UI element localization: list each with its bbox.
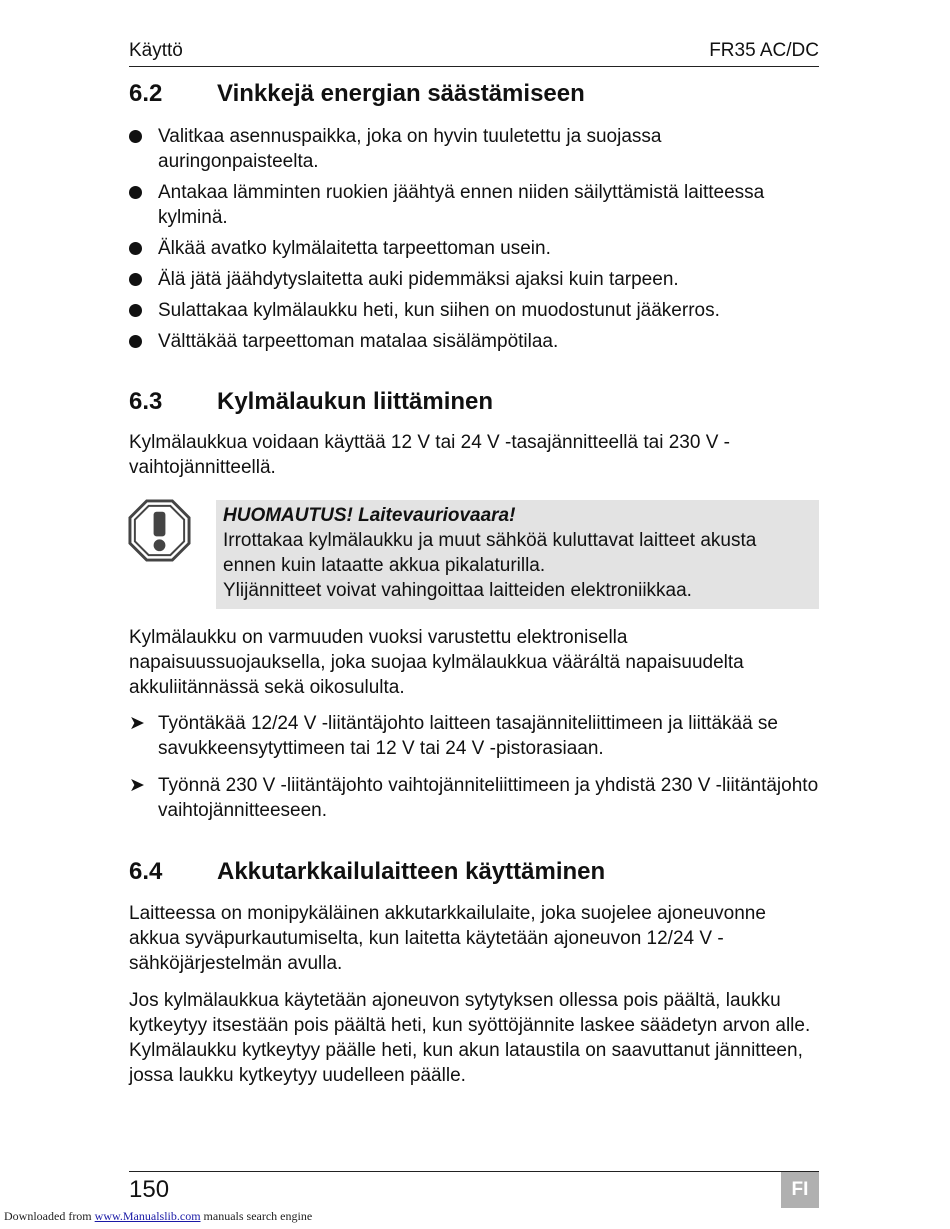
arrow-icon: ➤ (129, 775, 145, 796)
arrow-icon: ➤ (129, 713, 145, 734)
bullet-icon (129, 130, 142, 143)
notice-text: Ylijännitteet voivat vahingoittaa laitteiden elektroniikkaa. (223, 580, 692, 601)
language-badge: FI (781, 1172, 819, 1208)
energy-tips-list (129, 124, 824, 360)
section-6-3-heading (129, 388, 493, 416)
polarity-protection-text: Kylmälaukku on varmuuden vuoksi varustettu elektronisella napaisuussuojauksella, joka suojaa kylmälaukkua vääráltä napaisuudelta akkuliitännässä sekä oikosululta. (129, 627, 744, 698)
warning-octagon-icon (127, 498, 192, 563)
list-item: ➤ Työntäkää 12/24 V -liitäntäjohto laitteen tasajänniteliittimeen ja liittäkää se savukkeensytyttimeen tai 12 V tai 24 V -pistorasiaan. (129, 713, 778, 759)
bullet-icon (129, 186, 142, 199)
manualslib-link[interactable]: www.Manualslib.com (94, 1209, 201, 1223)
section-6-2-heading (129, 80, 585, 108)
list-item: Välttäkää tarpeettoman matalaa sisälämpötilaa. (129, 329, 824, 354)
ignition-text: Jos kylmälaukkua käytetään ajoneuvon sytytyksen ollessa pois päältä, laukku kytkeytyy itsestään pois päältä heti, kun syöttöjännite laskee säädetyn arvon alle. Kylmälaukku kytkeytyy päälle heti, kun akun lataustila on saavuttanut jännitteen, jossa laukku kytkeytyy uudelleen päälle. (129, 990, 811, 1086)
bullet-icon (129, 242, 142, 255)
page-header (129, 38, 819, 67)
notice-box (216, 500, 819, 609)
bullet-icon (129, 273, 142, 286)
header-model: FR35 AC/DC (709, 40, 819, 61)
notice-title: HUOMAUTUS! Laitevauriovaara! (223, 505, 516, 526)
section-title: Kylmälaukun liittäminen (217, 388, 494, 415)
connection-steps (129, 711, 824, 835)
section-title: Akkutarkkailulaitteen käyttäminen (217, 858, 606, 885)
battery-monitor-text: Laitteessa on monipykäläinen akkutarkkailulaite, joka suojelee ajoneuvonne akkua syväpurkautumiselta, kun laitetta käytetään ajoneuvon 12/24 V -sähköjärjestelmän avulla. (129, 903, 766, 974)
connection-intro: Kylmälaukkua voidaan käyttää 12 V tai 24 V -tasajännitteellä tai 230 V -vaihtojännitteellä. (129, 432, 730, 478)
section-number: 6.4 (129, 858, 163, 885)
section-number: 6.2 (129, 80, 163, 107)
footer-divider (129, 1171, 819, 1172)
section-title: Vinkkejä energian säästämiseen (217, 80, 585, 107)
list-item: Älkää avatko kylmälaitetta tarpeettoman usein. (129, 236, 824, 261)
download-notice: Downloaded from www.Manualslib.com manuals search engine (4, 1209, 313, 1223)
section-6-4-heading (129, 858, 605, 886)
list-item: Antakaa lämminten ruokien jäähtyä ennen niiden säilyttämistä laitteessa kylminä. (129, 180, 824, 230)
list-item: Valitkaa asennuspaikka, joka on hyvin tuuletettu ja suojassa auringonpaisteelta. (129, 124, 824, 174)
header-chapter: Käyttö (129, 40, 183, 61)
bullet-icon (129, 304, 142, 317)
bullet-icon (129, 335, 142, 348)
notice-text: Irrottakaa kylmälaukku ja muut sähköä kuluttavat laitteet akusta ennen kuin lataatte akkua pikalaturilla. (223, 530, 757, 576)
page-number: 150 (129, 1176, 170, 1203)
list-item: Sulattakaa kylmälaukku heti, kun siihen on muodostunut jääkerros. (129, 298, 824, 323)
list-item: Älä jätä jäähdytyslaitetta auki pidemmäksi ajaksi kuin tarpeen. (129, 267, 824, 292)
section-number: 6.3 (129, 388, 163, 415)
list-item: ➤ Työnnä 230 V -liitäntäjohto vaihtojänniteliittimeen ja yhdistä 230 V -liitäntäjohto vaihtojännitteeseen. (129, 775, 819, 821)
